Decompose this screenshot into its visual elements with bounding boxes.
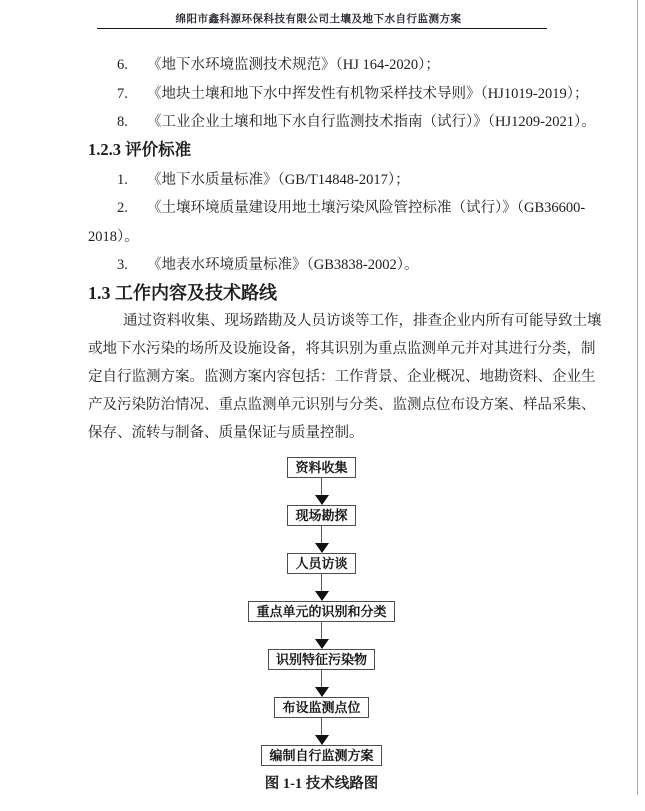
arrow-stem	[321, 478, 322, 495]
arrow-down-icon	[315, 495, 329, 505]
section-heading-1-2-3: 1.2.3 评价标准	[88, 139, 192, 159]
section-heading-1-3: 1.3 工作内容及技术路线	[88, 282, 277, 303]
header-rule	[97, 28, 547, 29]
flow-step-site-survey: 现场勘探	[287, 505, 355, 526]
flow-step-data-collection: 资料收集	[287, 457, 355, 478]
page-content	[88, 51, 602, 793]
arrow-stem	[321, 670, 322, 687]
flow-arrow	[315, 718, 329, 745]
flow-step-pollutant-identification: 识别特征污染物	[268, 649, 375, 670]
ref-item-7	[88, 80, 589, 109]
flow-arrow	[315, 478, 329, 505]
page-right-edge	[637, 0, 638, 795]
flow-step-key-unit-identification: 重点单元的识别和分类	[248, 601, 394, 622]
eval-item-1	[88, 166, 568, 195]
list-number: 1.	[117, 171, 128, 188]
list-number: 7.	[117, 85, 128, 102]
arrow-down-icon	[315, 591, 329, 601]
arrow-down-icon	[315, 543, 329, 553]
list-text: 《土壤环境质量建设用地土壤污染风险管控标准（试行）》（GB36600-	[147, 200, 586, 216]
paragraph-line: 定自行监测方案。监测方案内容包括：工作背景、企业概况、地勘资料、企业生	[88, 368, 596, 385]
arrow-stem	[321, 574, 322, 591]
arrow-down-icon	[315, 639, 329, 649]
flow-arrow	[315, 526, 329, 553]
arrow-down-icon	[315, 735, 329, 745]
eval-item-2-carry: 2018）。	[88, 228, 139, 245]
list-text: 《地块土壤和地下水中挥发性有机物采样技术导则》（HJ1019-2019）；	[147, 85, 589, 102]
list-number: 3.	[117, 257, 128, 273]
figure-caption: 图 1-1 技术线路图	[264, 775, 379, 792]
eval-item-2	[88, 194, 586, 223]
list-number: 8.	[117, 114, 128, 130]
evaluation-list	[88, 166, 586, 280]
paragraph-line: 产及污染防治情况、重点监测单元识别与分类、监测点位布设方案、样品采集、	[88, 396, 596, 413]
ref-item-6	[88, 51, 568, 80]
list-text: 《地表水环境质量标准》（GB3838-2002）。	[147, 257, 419, 273]
ref-item-8	[88, 108, 596, 137]
list-number: 2.	[117, 200, 128, 216]
arrow-down-icon	[315, 687, 329, 697]
paragraph-line: 通过资料收集、现场踏勘及人员访谈等工作，排查企业内所有可能导致土壤	[123, 312, 602, 329]
paragraph-line: 保存、流转与制备、质量保证与质量控制。	[88, 424, 364, 441]
running-header: 绵阳市鑫科源环保科技有限公司土壤及地下水自行监测方案	[175, 14, 462, 25]
paragraph-line: 或地下水污染的场所及设施设备，将其识别为重点监测单元并对其进行分类，制	[88, 340, 596, 357]
list-text: 《地下水环境监测技术规范》（HJ 164-2020）；	[147, 57, 440, 73]
eval-item-3	[88, 251, 568, 280]
flow-arrow	[315, 670, 329, 697]
list-text: 《工业企业土壤和地下水自行监测技术指南（试行）》（HJ1209-2021）。	[147, 114, 596, 130]
technical-route-flowchart	[88, 457, 555, 766]
flow-step-personnel-interview: 人员访谈	[287, 553, 355, 574]
arrow-stem	[321, 622, 322, 639]
arrow-stem	[321, 526, 322, 543]
arrow-stem	[321, 718, 322, 735]
flow-arrow	[315, 622, 329, 649]
flow-arrow	[315, 574, 329, 601]
list-text: 《地下水质量标准》（GB/T14848-2017）；	[147, 171, 410, 188]
flow-step-compile-plan: 编制自行监测方案	[261, 745, 381, 766]
work-paragraph	[88, 307, 602, 447]
flow-step-monitoring-points: 布设监测点位	[274, 697, 368, 718]
list-number: 6.	[117, 57, 128, 73]
